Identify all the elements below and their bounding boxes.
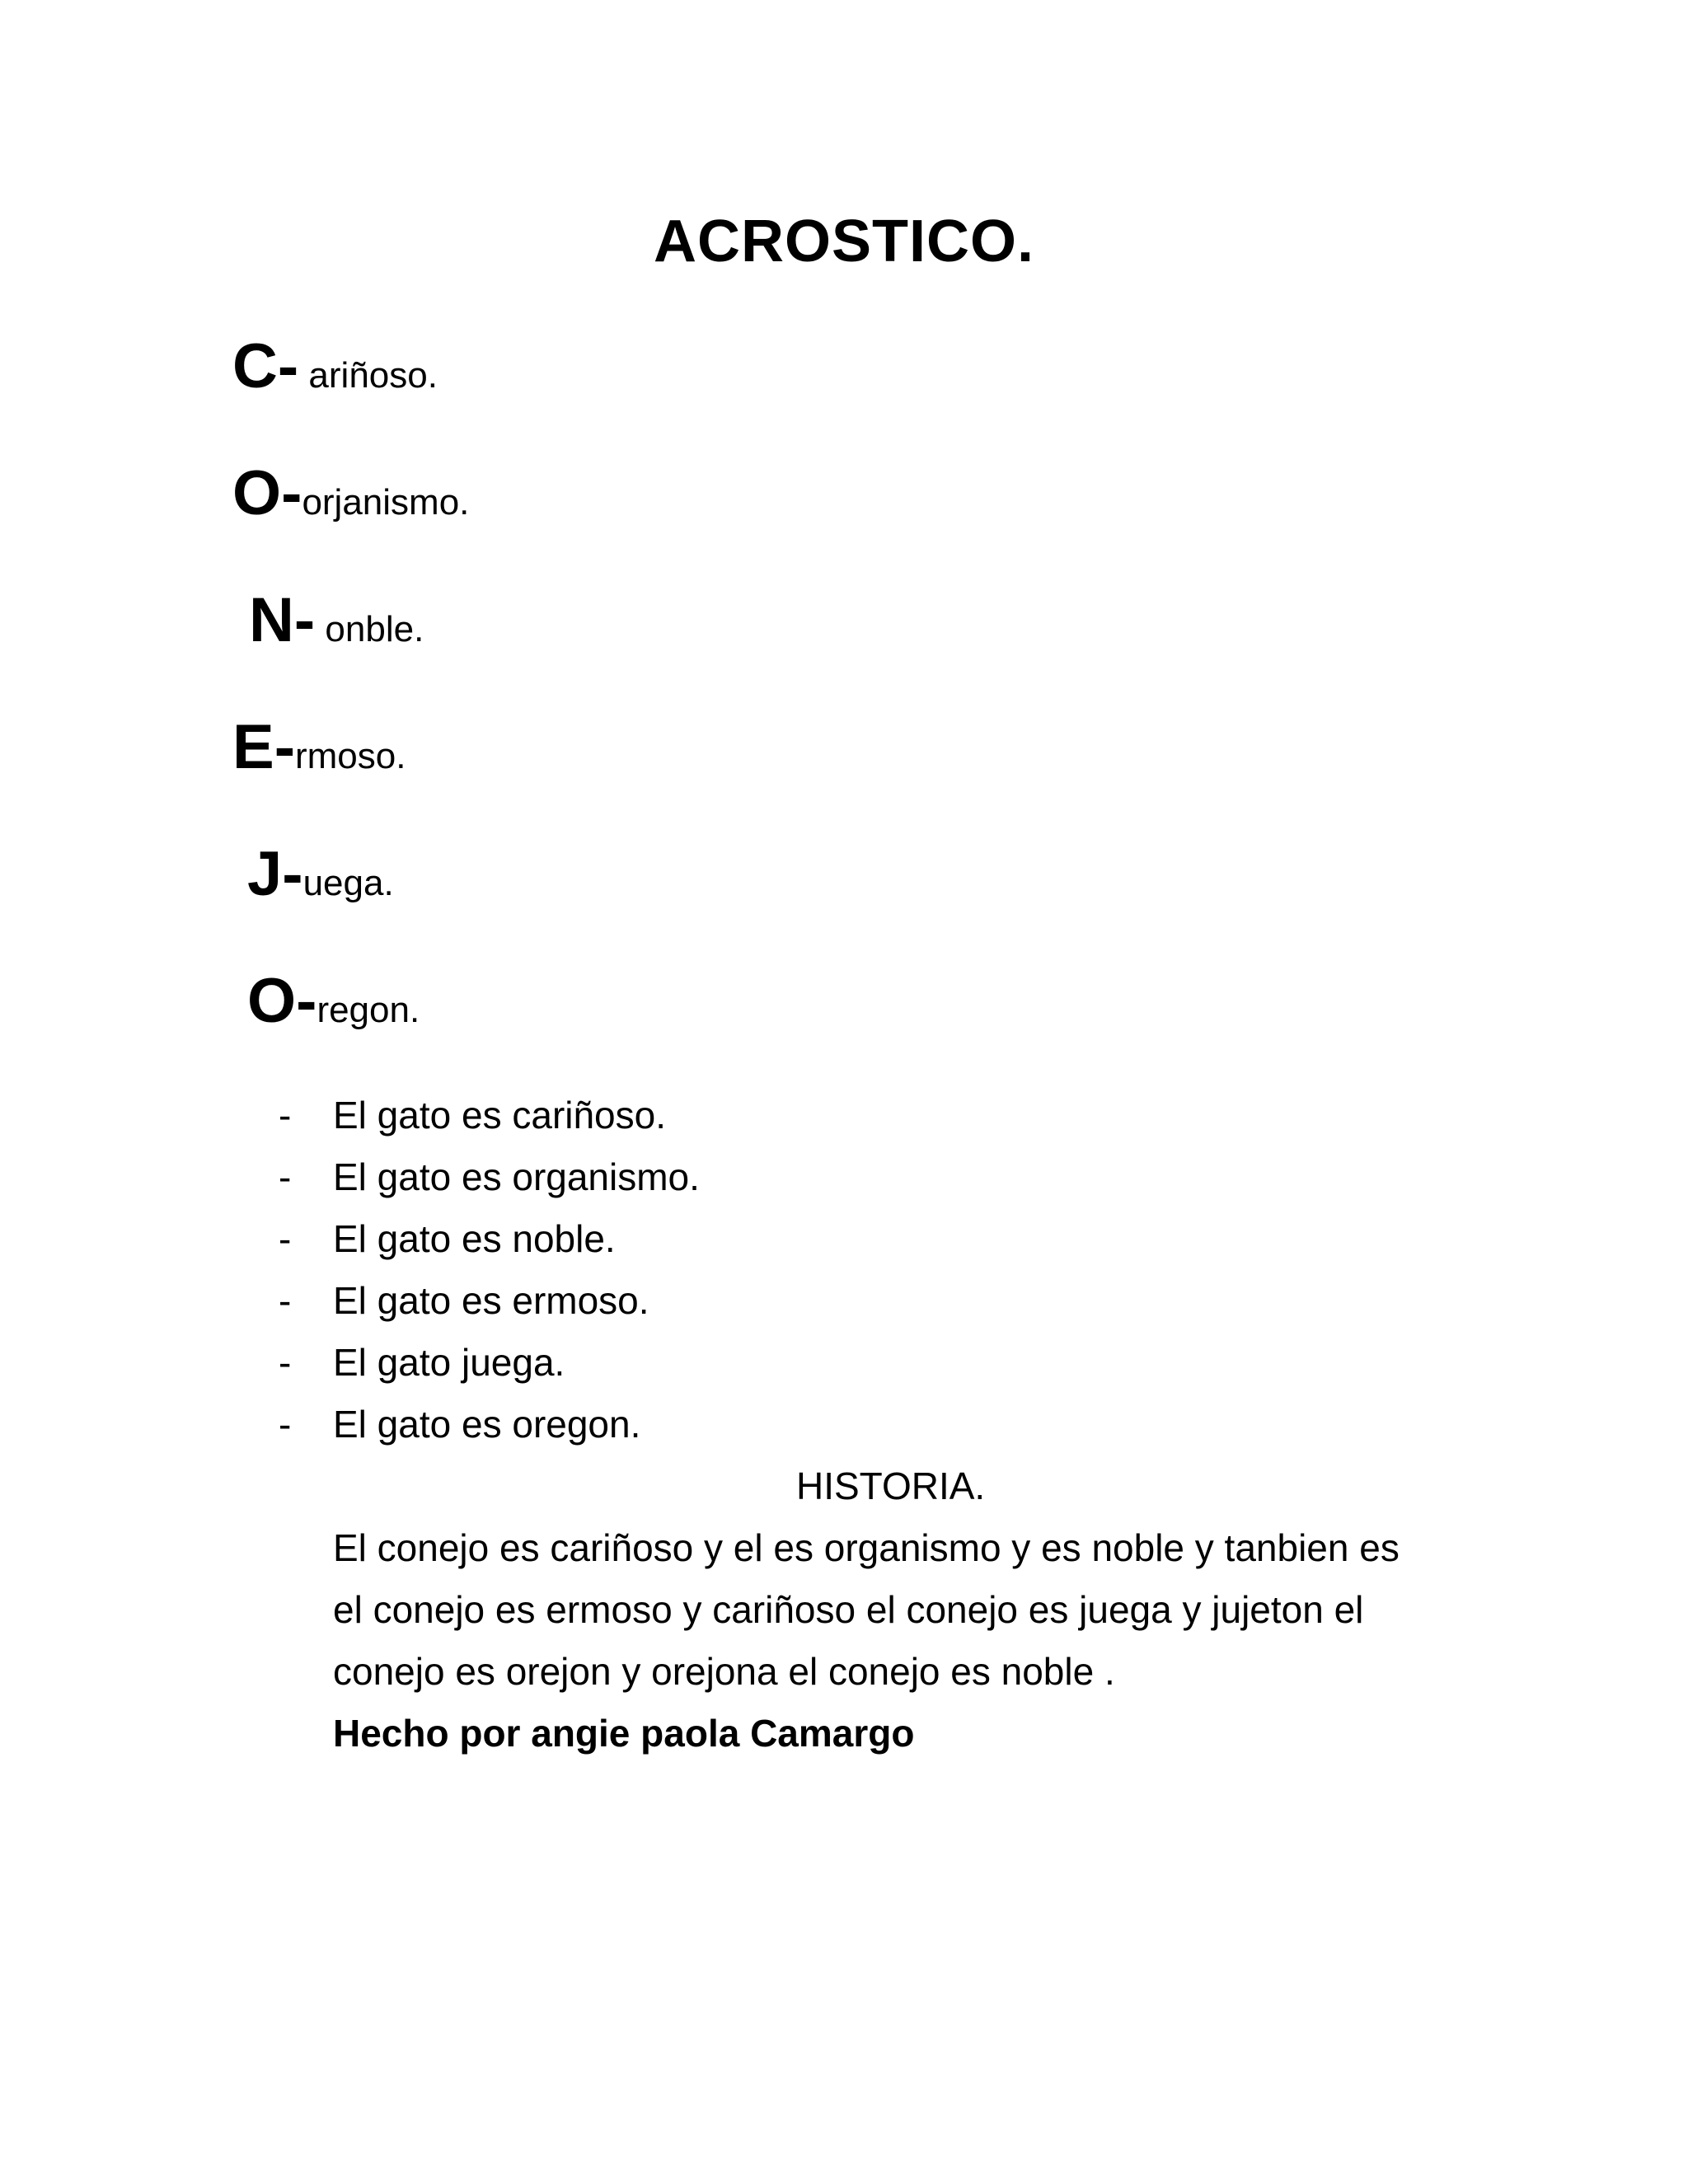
sentence-text: El gato es ermoso.	[333, 1279, 649, 1322]
acrostic-word: regon.	[316, 990, 420, 1030]
acrostic-letter: J-	[247, 839, 303, 909]
acrostic-line-n	[249, 583, 424, 675]
bullet-dash: -	[279, 1094, 292, 1137]
acrostic-word: orjanismo.	[302, 482, 470, 523]
history-line: el conejo es ermoso y cariñoso el conejo es juega y jujeton el	[333, 1588, 1364, 1631]
bullet-dash: -	[279, 1217, 292, 1260]
bullet-dash: -	[279, 1341, 292, 1384]
acrostic-line-o	[232, 457, 469, 548]
sentence-text: El gato es organismo.	[333, 1155, 700, 1198]
sentence-text: El gato es cariñoso.	[333, 1094, 667, 1137]
acrostic-line-j	[247, 837, 394, 929]
sentence-text: El gato es oregon.	[333, 1403, 641, 1446]
history-line: conejo es orejon y orejona el conejo es noble .	[333, 1650, 1115, 1693]
sentence-text: El gato juega.	[333, 1341, 565, 1384]
document-title: ACROSTICO.	[653, 209, 1034, 274]
acrostic-line-o2	[247, 964, 420, 1056]
sentence-text: El gato es noble.	[333, 1217, 616, 1260]
acrostic-letter: N-	[249, 585, 316, 655]
acrostic-line-c	[232, 330, 438, 421]
acrostic-word: onble.	[315, 609, 424, 649]
history-heading: HISTORIA.	[796, 1465, 986, 1507]
acrostic-line-e	[232, 710, 406, 802]
history-line: El conejo es cariñoso y el es organismo y es noble y tanbien es	[333, 1526, 1400, 1569]
acrostic-word: uega.	[302, 863, 394, 903]
acrostic-letter: O-	[247, 966, 317, 1036]
acrostic-letter: E-	[232, 712, 295, 782]
acrostic-word: rmoso.	[295, 736, 406, 776]
acrostic-letter: O-	[232, 458, 302, 528]
bullet-dash: -	[279, 1403, 292, 1446]
acrostic-word: ariñoso.	[298, 355, 438, 396]
author-credit: Hecho por angie paola Camargo	[333, 1712, 915, 1755]
acrostic-letter: C-	[232, 331, 299, 401]
bullet-dash: -	[279, 1155, 292, 1198]
bullet-dash: -	[279, 1279, 292, 1322]
